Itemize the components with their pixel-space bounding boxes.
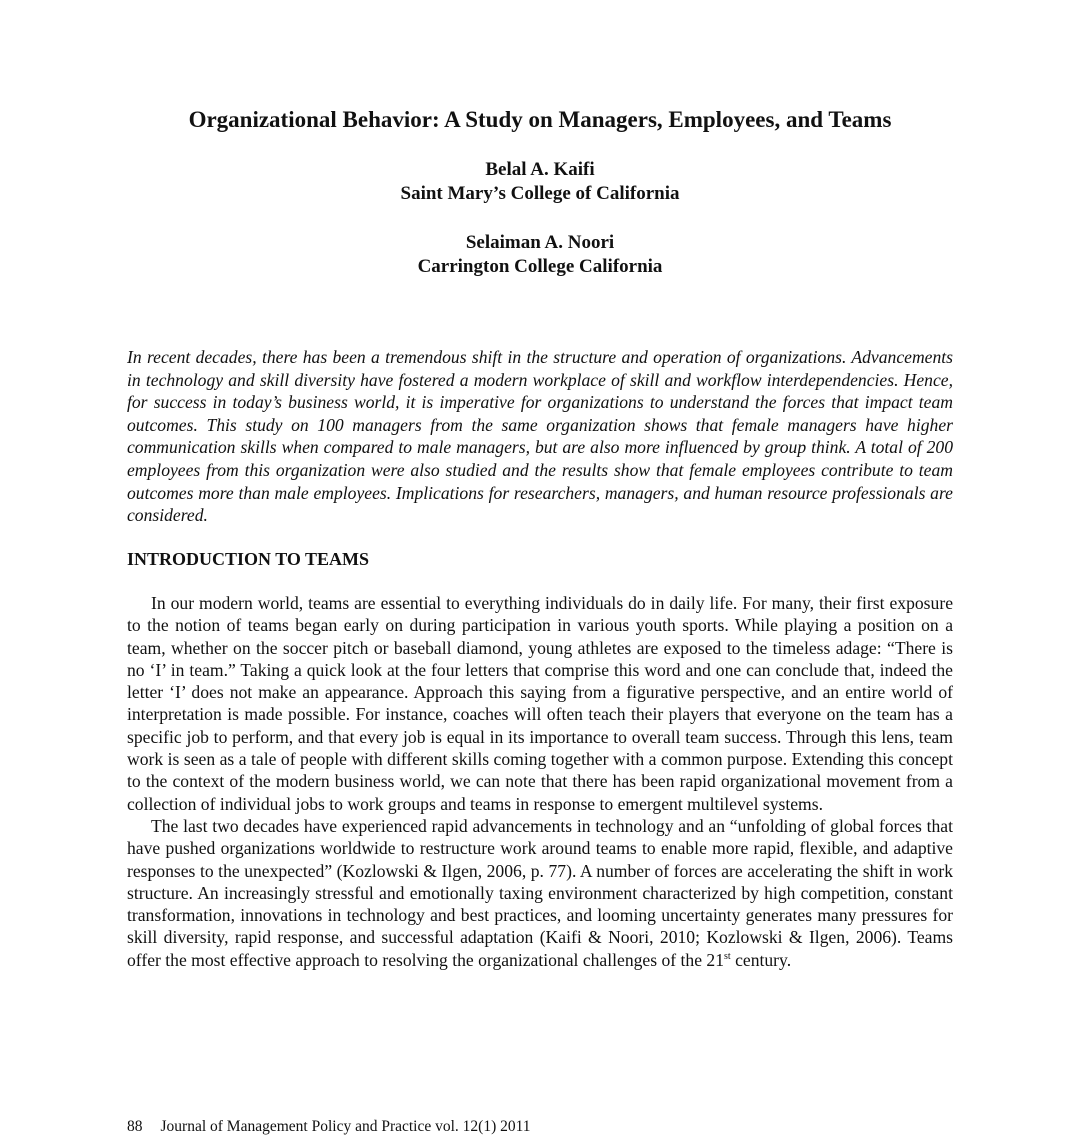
author-name: Belal A. Kaifi <box>485 159 595 180</box>
abstract: In recent decades, there has been a tremendous shift in the structure and operation of organizations. Advancements in technology and skill diversity have fostered a modern workplace of skill and workflow interdependencies. Hence, for success in today’s business world, it is imperative for organizations to understand the forces that impact team outcomes. This study on 100 managers from the same organization shows that female managers have higher communication skills when compared to male managers, but are also more influenced by group think. A total of 200 employees from this organization were also studied and the results show that female employees contribute to team outcomes more than male employees. Implications for researchers, managers, and human resource professionals are considered. <box>127 347 953 526</box>
page-number: 88 <box>127 1118 143 1135</box>
ordinal-superscript: st <box>724 950 731 962</box>
author-name: Selaiman A. Noori <box>465 232 615 253</box>
paragraph-2-main: The last two decades have experienced rapid advancements in technology and an “unfolding of global forces that have pushed organizations worldwide to restructure work around teams to enable more rapid, flexible, and adaptive responses to the unexpected” (Kozlowski & Ilgen, 2006, p. 77). A number of forces are accelerating the shift in work structure. An increasingly stressful and emotionally taxing environment characterized by high competition, constant transformation, innovations in technology and best practices, and looming uncertainty generates many pressures for skill diversity, rapid response, and successful adaptation (Kaifi & Noori, 2010; Kozlowski & Ilgen, 2006). Teams offer the most effective approach to resolving the organizational challenges of the 21 <box>127 815 953 970</box>
paragraph-2 <box>127 815 953 971</box>
page-footer <box>127 1117 531 1137</box>
author-block-2 <box>0 231 1080 279</box>
paragraph-1: In our modern world, teams are essential to everything individuals do in daily life. For many, their first exposure to the notion of teams began early on during participation in various youth sports. While playing a position on a team, whether on the soccer pitch or baseball diamond, young athletes are exposed to the timeless adage: “There is no ‘I’ in team.” Taking a quick look at the four letters that comprise this word and one can conclude that, indeed the letter ‘I’ does not make an appearance. Approach this saying from a figurative perspective, and an entire world of interpretation is made possible. For instance, coaches will often teach their players that everyone on the team has a specific job to perform, and that every job is equal in its importance to overall team success. Through this lens, team work is seen as a tale of people with different skills coming together with a common purpose. Extending this concept to the context of the modern business world, we can note that there has been rapid organizational movement from a collection of individual jobs to work groups and teams in response to emergent multilevel systems. <box>127 593 953 814</box>
author-block-1 <box>0 158 1080 206</box>
section-heading: INTRODUCTION TO TEAMS <box>127 549 370 569</box>
author-affiliation: Saint Mary’s College of California <box>400 183 680 204</box>
author-affiliation: Carrington College California <box>417 256 663 277</box>
body-text <box>127 592 953 971</box>
journal-citation: Journal of Management Policy and Practice vol. 12(1) 2011 <box>160 1118 531 1135</box>
paper-title: Organizational Behavior: A Study on Managers, Employees, and Teams <box>188 107 892 132</box>
paragraph-2-end: century. <box>730 949 792 970</box>
